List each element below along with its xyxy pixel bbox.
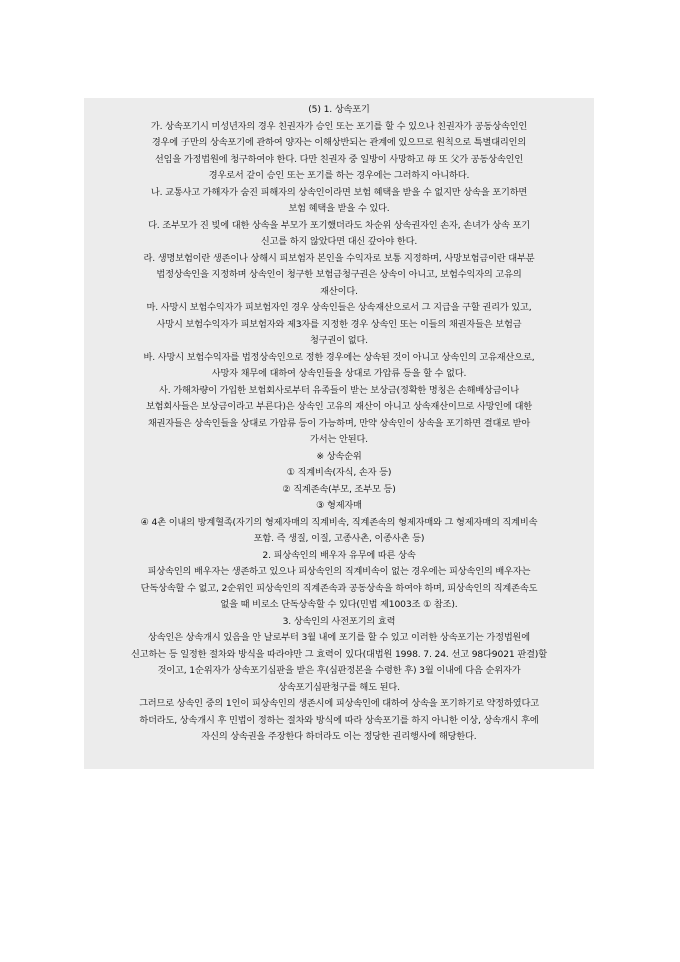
text-line: 나. 교통사고 가해자가 숨진 피해자의 상속인이라면 보험 혜택을 받을 수 없지만 상속을 포기하면 xyxy=(150,186,528,198)
text-line: 경우에 子만의 상속포기에 관하여 양자는 이해상반되는 관계에 있으므로 원칙으로 특별대리인의 xyxy=(151,137,527,148)
text-line: 피상속인의 배우자는 생존하고 있으나 피상속인의 직계비속이 없는 경우에는 피상속인의 배우자는 xyxy=(147,566,531,577)
text-line: 자신의 상속권을 주장한다 하더라도 이는 정당한 권리행사에 해당한다. xyxy=(201,731,477,742)
text-line: 것이고, 1순위자가 상속포기심판을 받은 후(심판정본을 수령한 후) 3월 이내에 다음 순위자가 xyxy=(157,665,521,676)
text-line: (5) 1. 상속포기 xyxy=(308,104,370,115)
text-line: 청구권이 없다. xyxy=(310,335,368,346)
text-line: 법정상속인을 지정하며 상속인이 청구한 보험금청구권은 상속이 아니고, 보험수익자의 고유의 xyxy=(156,269,522,280)
text-line: 라. 생명보험이란 생존이나 상해시 피보험자 본인을 수익자로 보통 지정하며, 사망보험금이란 대부분 xyxy=(143,252,535,264)
text-line: ※ 상속순위 xyxy=(316,450,362,462)
text-line: ③ 형제자매 xyxy=(316,500,362,511)
text-line: 경우로서 같이 승인 또는 포기를 하는 경우에는 그러하지 아니하다. xyxy=(208,170,470,181)
text-line: 마. 사망시 보험수익자가 피보험자인 경우 상속인들은 상속재산으로서 그 지급을 구할 권리가 있고, xyxy=(146,302,532,313)
text-line: 가. 상속포기시 미성년자의 경우 친권자가 승인 또는 포기를 할 수 있으나 친권자가 공동상속인인 xyxy=(150,120,528,132)
document-text-box xyxy=(84,98,594,769)
text-line: 3. 상속인의 사전포기의 효력 xyxy=(282,615,396,627)
text-line: 재산이다. xyxy=(320,285,358,297)
text-line: 하더라도, 상속개시 후 민법이 정하는 절차와 방식에 따라 상속포기를 하지 아니한 이상, 상속개시 후에 xyxy=(139,714,539,726)
text-line: 보험 혜택을 받을 수 있다. xyxy=(288,203,390,214)
text-line: 상속포기심판청구를 해도 된다. xyxy=(278,681,400,693)
text-line: 선임을 가정법원에 청구하여야 한다. 다만 친권자 중 일방이 사망하고 母 또 父가 공동상속인인 xyxy=(154,153,524,165)
text-line: 신고하는 등 일정한 절차와 방식을 따라야만 그 효력이 있다(대법원 1998. 7. 24. 선고 98다9021 판결)할 xyxy=(131,648,547,660)
text-line: 상속인은 상속개시 있음을 안 날로부터 3월 내에 포기를 할 수 있고 이러한 상속포기는 가정법원에 xyxy=(148,632,530,643)
text-line: 바. 사망시 보험수익자를 법정상속인으로 정한 경우에는 상속된 것이 아니고 상속인의 고유재산으로, xyxy=(143,351,535,363)
text-line: 단독상속할 수 없고, 2순위인 피상속인의 직계존속과 공동상속을 하여야 하며, 피상속인의 직계존속도 xyxy=(140,582,538,594)
text-line: 가서는 안된다. xyxy=(310,434,368,445)
text-line: 다. 조부모가 진 빚에 대한 상속을 부모가 포기했더라도 차순위 상속권자인 손자, 손녀가 상속 포기 xyxy=(148,219,530,231)
text-line: 포함. 즉 생질, 이질, 고종사촌, 이종사촌 등) xyxy=(253,533,425,544)
text-line: 사망자 채무에 대하여 상속인들을 상대로 가압류 등을 할 수 없다. xyxy=(211,368,467,379)
text-line: 채권자들은 상속인들을 상대로 가압류 등이 가능하며, 만약 상속인이 상속을 포기하면 결대로 받아 xyxy=(147,417,531,429)
text-line: 사. 가해차량이 가입한 보험회사로부터 유족들이 받는 보상금(정확한 명칭은 손해배상금이나 xyxy=(159,384,519,396)
text-line: 보험회사들은 보상금이라고 부른다)은 상속인 고유의 재산이 아니고 상속재산이므로 사망인에 대한 xyxy=(145,401,533,412)
text-line: 사망시 보험수익자가 피보험자와 제3자를 지정한 경우 상속인 또는 이들의 채권자들은 보험금 xyxy=(156,318,522,330)
text-line: ② 직계존속(부모, 조부모 등) xyxy=(282,483,396,495)
text-line: 없을 때 비로소 단독상속할 수 있다(민법 제1003조 ① 참조). xyxy=(220,599,458,610)
text-line: ④ 4촌 이내의 방계혈족(자기의 형제자매의 직계비속, 직계존속의 형제자매와 그 형제자매의 직계비속 xyxy=(140,516,538,528)
text-line: 신고를 하지 않았다면 대신 갚아야 한다. xyxy=(260,236,418,247)
text-line: 2. 피상속인의 배우자 유무에 따른 상속 xyxy=(262,549,416,561)
text-line: ① 직계비속(자식, 손자 등) xyxy=(286,467,392,478)
text-line: 그러므로 상속인 중의 1인이 피상속인의 생존시에 피상속인에 대하여 상속을 포기하기로 약정하였다고 xyxy=(139,698,539,709)
